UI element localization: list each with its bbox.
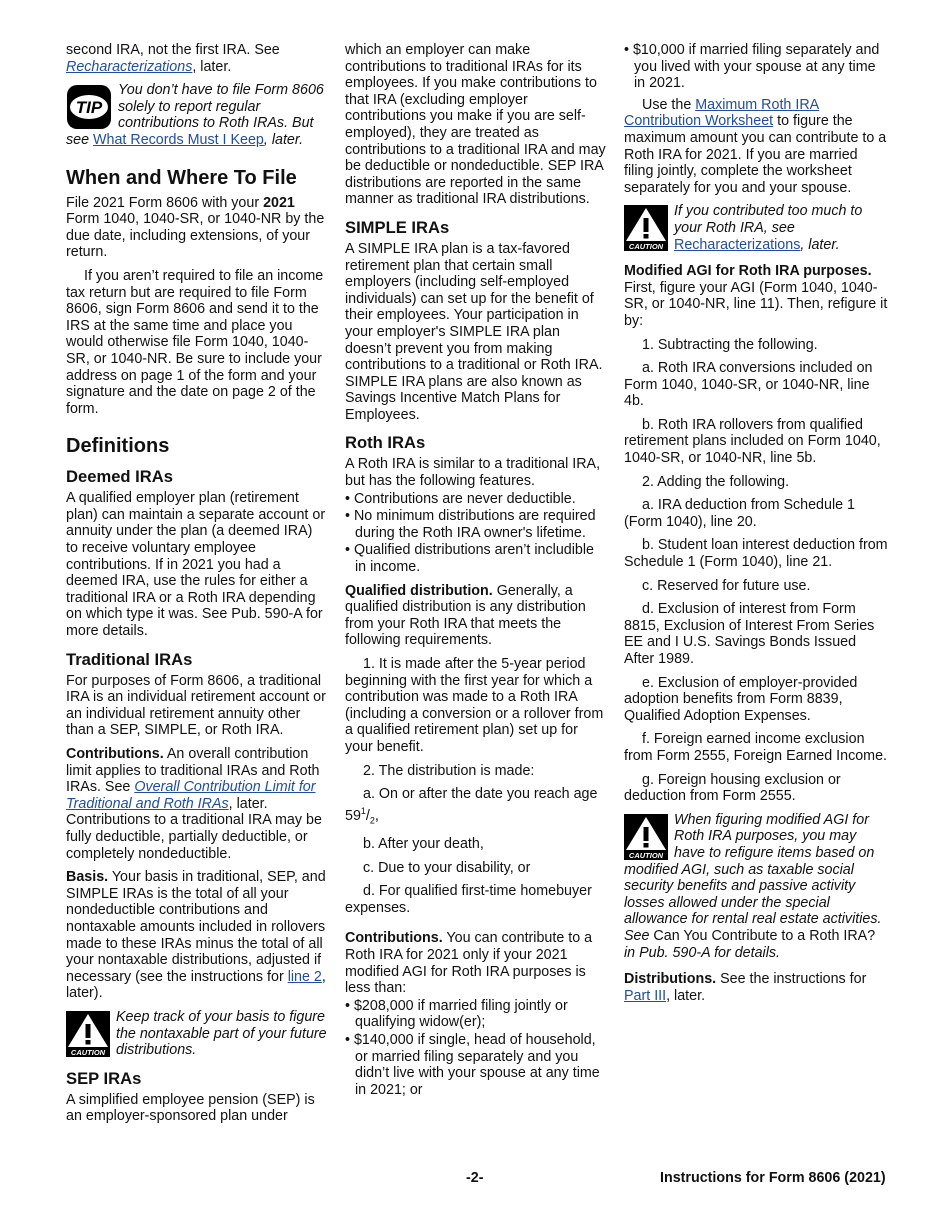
list-item: a. On or after the date you reach age $59^1/_2$, [345,786,598,826]
list-item: 1. Subtracting the following. [642,336,818,353]
link-what-records-must-i-keep[interactable]: What Records Must I Keep [93,131,264,148]
heading-sep-iras: SEP IRAs [66,1068,142,1088]
list-item: a. Roth IRA conversions included on Form 1040, 1040-SR, or 1040-NR, line 4b. [624,360,873,410]
tip-icon-label: TIP [75,98,103,118]
column-3 [624,42,888,1011]
page-number: -2- [466,1170,484,1186]
list-item: e. Exclusion of employer-provided adoption benefits from Form 8839, Qualified Adoption Expenses. [624,674,858,724]
bullet-item: • Contributions are never deductible. [345,490,576,507]
caution-icon-label: CAUTION [70,1047,106,1057]
tip-note: TIP You don’t have to file Form 8606 solely to report regular contributions to Roth IRAs. But see What Records Must I Keep, later. [66,82,324,148]
paragraph-basis: Basis. Your basis in traditional, SEP, and SIMPLE IRAs is the total of all your nondeductible contributions and nontaxable amounts included in rollovers made to these IRAs minus the total of all your nontaxable distributions, adjusted if necessary (see the instructions for line 2, later). [66,869,326,1002]
caution-icon [624,814,668,860]
list-item: b. Student loan interest deduction from Schedule 1 (Form 1040), line 21. [624,537,888,571]
paragraph: which an employer can make contributions to traditional IRAs for its employees. If you make contributions to that IRA (excluding employer contributions you make if you are self-employed), they are treated as contributions to a traditional IRA and may be deductible or nondeductible. SEP IRA distributions are reported in the same manner as traditional IRA distributions. [345,42,606,208]
bullet-item: • $10,000 if married filing separately and you lived with your spouse at any time in 2021. [624,42,880,92]
paragraph: For purposes of Form 8606, a traditional IRA is an individual retirement account or an individual retirement annuity other than a SEP, SIMPLE, or Roth IRA. [66,672,326,739]
heading-simple-iras: SIMPLE IRAs [345,217,450,237]
list-item: b. Roth IRA rollovers from qualified retirement plans included on Form 1040, 1040-SR, or 1040-NR, line 5b. [624,416,881,467]
caution-icon-label: CAUTION [628,242,664,252]
list-item: 2. The distribution is made: [363,762,535,779]
caution-note: CAUTION Keep track of your basis to figure the nontaxable part of your future distributions. [66,1009,328,1059]
paragraph: File 2021 Form 8606 with your 2021 Form 1040, 1040-SR, or 1040-NR by the due date, including extensions, of your return. [66,194,325,261]
link-recharacterizations[interactable]: Recharacterizations [674,236,801,253]
column-1 [66,42,328,1132]
footer-form-title: Instructions for Form 8606 (2021) [660,1170,886,1186]
caution-note: CAUTION When figuring modified AGI for Roth IRA purposes, you may have to refigure items based on modified AGI, such as taxable social security benefits and passive activity losses allowed under the special allowance for rental real estate activities. See Can You Contribute to a Roth IRA? in Pub. 590-A for details. [624,811,882,961]
list-item: c. Due to your disability, or [363,859,531,876]
link-recharacterizations[interactable]: Recharacterizations [66,58,193,75]
caution-icon-label: CAUTION [628,850,664,860]
paragraph-distributions: Distributions. See the instructions for Part III, later. [624,971,867,1004]
paragraph-contributions: Contributions. An overall contribution limit applies to traditional IRAs and Roth IRAs. See Overall Contribution Limit for Traditional and Roth IRAs, later. Contributions to a traditional IRA may be fully deductible, partially deductible, or completely nondeductible. [66,746,322,862]
paragraph: second IRA, not the first IRA. See Recharacterizations, later. [66,42,280,75]
bullet-item: • $140,000 if single, head of household, or married filing separately and you didn’t live with your spouse at any time in 2021; or [345,1031,600,1098]
bullet-item: • $208,000 if married filing jointly or qualifying widow(er); [345,997,568,1031]
heading-deemed-iras: Deemed IRAs [66,467,173,487]
paragraph: A simplified employee pension (SEP) is an employer-sponsored plan under [66,1091,315,1125]
link-part-iii[interactable]: Part III [624,987,667,1004]
list-item: 1. It is made after the 5-year period beginning with the first year for which a contribution was made to a Roth IRA (including a conversion or a rollover from a qualified retirement plan) set up for your benefit. [345,656,604,755]
list-item: a. IRA deduction from Schedule 1 (Form 1040), line 20. [624,497,855,530]
link-line-2[interactable]: line 2 [287,968,322,985]
caution-icon [66,1011,110,1057]
column-2 [345,42,607,1099]
bullet-item: • Qualified distributions aren’t includible in income. [345,542,594,576]
caution-icon [624,205,668,251]
bullet-item: • No minimum distributions are required during the Roth IRA owner's lifetime. [345,508,596,541]
paragraph: A Roth IRA is similar to a traditional IRA, but has the following features. [345,456,601,490]
paragraph: A SIMPLE IRA plan is a tax-favored retirement plan that certain small employers (including self-employed individuals) can set up for the benefit of their employees. Your participation in your employer's SIMPLE IRA plan doesn’t prevent you from making contributions to a traditional or Roth IRA. SIMPLE IRA plans are also known as Savings Incentive Match Plans for Employees. [345,240,603,423]
list-item: d. For qualified first-time homebuyer expenses. [345,883,592,916]
list-item: d. Exclusion of interest from Form 8815, Exclusion of Interest From Series EE and I U.S. Savings Bonds Issued After 1989. [624,601,875,667]
link-max-roth-worksheet[interactable]: Maximum Roth IRA Contribution Worksheet [624,96,820,130]
list-item: c. Reserved for future use. [642,577,811,594]
heading-when-and-where-to-file: When and Where To File [66,166,297,189]
heading-definitions: Definitions [66,435,170,458]
paragraph: A qualified employer plan (retirement plan) can maintain a separate account or annuity under the plan (a deemed IRA) to receive voluntary employee contributions. If in 2021 you had a deemed IRA, use the rules for either a traditional IRA or a Roth IRA depending on which type it was. See Pub. 590-A for more details. [66,490,326,640]
tip-icon [66,84,112,130]
heading-roth-iras: Roth IRAs [345,433,426,453]
paragraph: If you aren’t required to file an income tax return but are required to file Form 8606, sign Form 8606 and send it to the IRS at the same time and place you would otherwise file Form 1040, 1040-SR, or 1040-NR. Be sure to include your address on page 1 of the form and your signature and the date on page 2 of the form. [66,267,324,417]
caution-note: CAUTION If you contributed too much to your Roth IRA, see Recharacterizations, later. [624,203,888,253]
paragraph-modified-agi: Modified AGI for Roth IRA purposes. First, figure your AGI (Form 1040, 1040-SR, or 1040-NR, line 11). Then, refigure it by: [624,263,888,329]
link-overall-contribution-limit[interactable]: Overall Contribution Limit for Traditional and Roth IRAs [66,779,316,812]
list-item: 2. Adding the following. [642,473,790,490]
paragraph-qualified-distribution: Qualified distribution. Generally, a qualified distribution is any distribution from your Roth IRA that meets the following requirements. [345,582,586,649]
list-item: g. Foreign housing exclusion or deduction from Form 2555. [624,771,841,805]
list-item: f. Foreign earned income exclusion from Form 2555, Foreign Earned Income. [624,731,888,764]
paragraph-contributions: Contributions. You can contribute to a Roth IRA for 2021 only if your 2021 modified AGI for Roth IRA purposes is less than: [345,930,593,997]
paragraph: Use the Maximum Roth IRA Contribution Worksheet to figure the maximum amount you can contribute to a Roth IRA for 2021. If you are married filing jointly, complete the worksheet separately for you and your spouse. [624,96,887,196]
heading-traditional-iras: Traditional IRAs [66,649,193,669]
list-item: b. After your death, [363,835,484,852]
